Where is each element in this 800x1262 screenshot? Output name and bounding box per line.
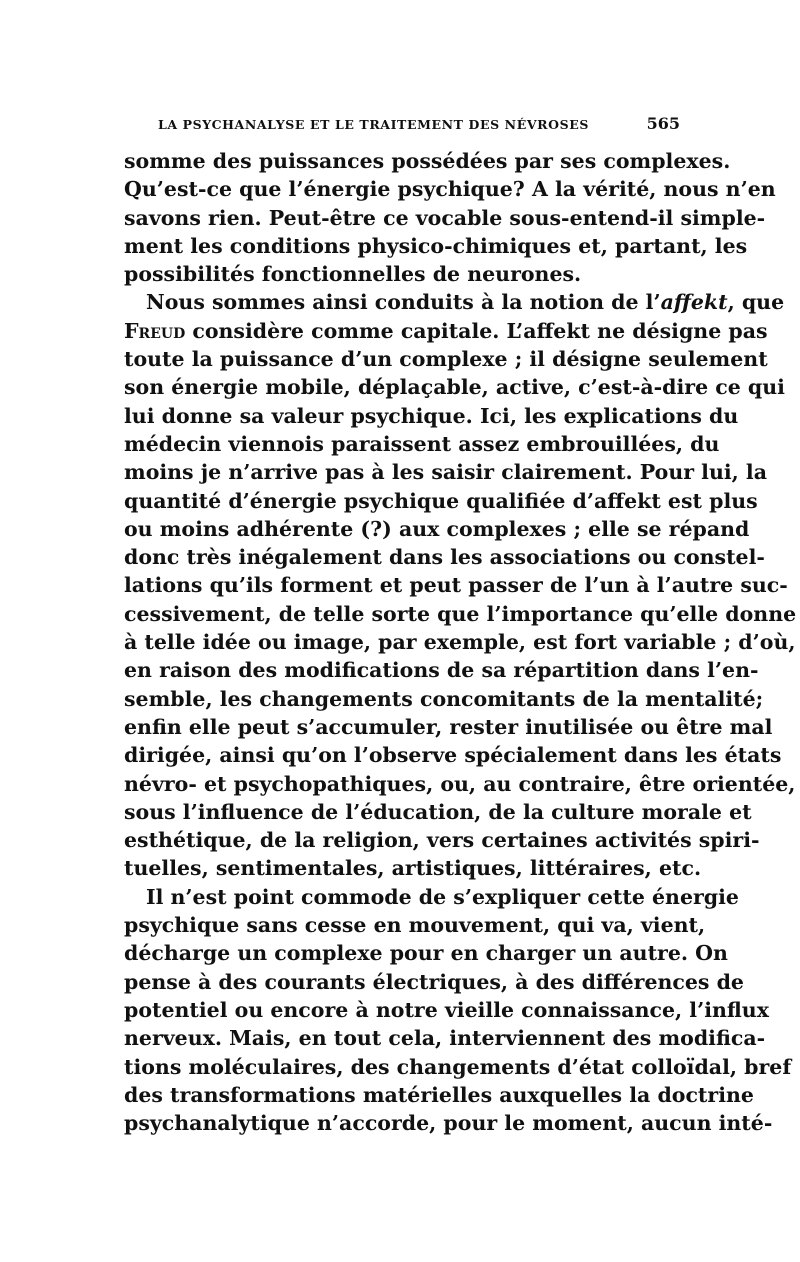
text-line: lui donne sa valeur psychique. Ici, les explications du: [124, 403, 739, 428]
text-line: quantité d’énergie psychique qualifiée d’affekt est plus: [124, 488, 758, 513]
text-line: semble, les changements concomitants de la mentalité;: [124, 686, 764, 711]
text-line: cessivement, de telle sorte que l’importance qu’elle donne: [124, 601, 797, 626]
text-line: décharge un complexe pour en charger un autre. On: [124, 941, 728, 966]
text-line: enfin elle peut s’accumuler, rester inutilisée ou être mal: [124, 714, 773, 739]
text-line: en raison des modifications de sa répartition dans l’en-: [124, 658, 759, 683]
text-line: Nous sommes ainsi conduits à la notion de l’affekt, que: [146, 290, 785, 315]
text-line: toute la puissance d’un complexe ; il désigne seulement: [124, 347, 768, 372]
text-line: Il n’est point commode de s’expliquer cette énergie: [146, 884, 739, 909]
text-line: tuelles, sentimentales, artistiques, littéraires, etc.: [124, 856, 702, 881]
text-line: donc très inégalement dans les associations ou constel-: [124, 545, 765, 570]
text-line: médecin viennois paraissent assez embrouillées, du: [124, 431, 720, 456]
text-line: à telle idée ou image, par exemple, est fort variable ; d’où,: [124, 630, 796, 655]
body-text: [124, 147, 797, 1137]
text-line: possibilités fonctionnelles de neurones.: [124, 262, 582, 287]
running-header: [158, 114, 680, 139]
text-line: savons rien. Peut-être ce vocable sous-entend-il simple-: [124, 205, 766, 230]
text-line: potentiel ou encore à notre vieille connaissance, l’influx: [124, 997, 769, 1022]
page-number: 565: [646, 114, 680, 133]
text-line: pense à des courants électriques, à des différences de: [124, 969, 744, 994]
text-line: dirigée, ainsi qu’on l’observe spécialement dans les états: [124, 743, 782, 768]
text-line: moins je n’arrive pas à les saisir clairement. Pour lui, la: [124, 460, 768, 485]
text-line: son énergie mobile, déplaçable, active, c’est-à-dire ce qui: [124, 375, 785, 400]
text-line: ment les conditions physico-chimiques et, partant, les: [124, 233, 748, 258]
running-title: LA PSYCHANALYSE ET LE TRAITEMENT DES NÉVROSES: [158, 117, 589, 132]
text-line: Freud considère comme capitale. L’affekt ne désigne pas: [124, 318, 768, 343]
text-line: lations qu’ils forment et peut passer de l’un à l’autre suc-: [124, 573, 788, 598]
text-line: Qu’est-ce que l’énergie psychique? A la vérité, nous n’en: [124, 177, 776, 202]
text-line: somme des puissances possédées par ses complexes.: [124, 149, 731, 173]
text-line: névro- et psychopathiques, ou, au contraire, être orientée,: [124, 771, 796, 796]
text-line: psychanalytique n’accorde, pour le moment, aucun inté-: [124, 1111, 773, 1136]
text-line: psychique sans cesse en mouvement, qui va, vient,: [124, 913, 706, 938]
text-line: esthétique, de la religion, vers certaines activités spiri-: [124, 828, 760, 853]
text-line: ou moins adhérente (?) aux complexes ; elle se répand: [124, 516, 750, 541]
text-line: tions moléculaires, des changements d’état colloïdal, bref: [124, 1054, 792, 1079]
text-line: nerveux. Mais, en tout cela, interviennent des modifica-: [124, 1026, 766, 1051]
text-line: des transformations matérielles auxquelles la doctrine: [124, 1082, 754, 1107]
text-line: sous l’influence de l’éducation, de la culture morale et: [124, 799, 752, 824]
